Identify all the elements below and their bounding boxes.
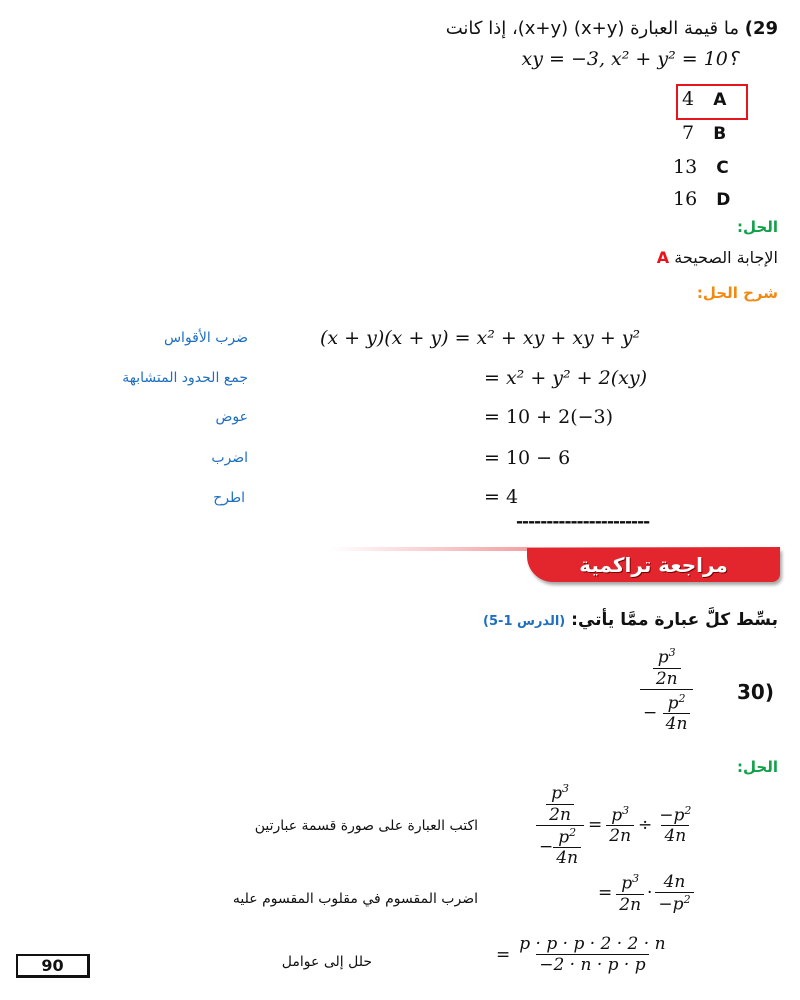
- solution-label: الحل:: [737, 218, 778, 236]
- step-note: عوض: [215, 409, 248, 425]
- step-math: = 10 + 2(−3): [484, 406, 614, 428]
- step-math: = 4: [484, 486, 519, 508]
- question-29: [358, 18, 778, 39]
- section-banner: [527, 548, 780, 582]
- option-letter: D: [716, 190, 731, 210]
- q30-step1-math: $\frac{p^3}{2n}$ − $\frac{p^2}{4n}$ = $\frac{p^3}{2n}$ ÷ $\frac{-p^2}{4n}$: [536, 782, 694, 868]
- question-number: 29): [744, 18, 778, 39]
- option-letter: B: [713, 124, 727, 144]
- instruction: [483, 610, 778, 630]
- step-note: اضرب: [211, 450, 248, 466]
- question-text: ما قيمة العبارة (x+y) (x+y)، إذا كانت: [445, 18, 739, 39]
- q30-step-note: حلل إلى عوامل: [281, 954, 372, 970]
- step-math: = 10 − 6: [484, 447, 571, 469]
- step-note: اطرح: [213, 490, 245, 506]
- option-value: 7: [682, 122, 695, 144]
- question-condition: ؟xy = −3, x² + y² = 10: [521, 48, 738, 70]
- step-math: = x² + y² + 2(xy): [484, 367, 648, 389]
- option-letter: A: [713, 90, 727, 110]
- divider: ----------------------: [516, 512, 650, 532]
- step-note: ضرب الأقواس: [163, 330, 248, 346]
- correct-answer-letter: A: [656, 248, 670, 267]
- step-math: (x + y)(x + y) = x² + xy + xy + y²: [320, 327, 641, 349]
- correct-answer-text: الإجابة الصحيحة: [674, 248, 778, 267]
- q30-step3-math: = $\frac{p \cdot p \cdot p \cdot 2 \cdot 2 \cdot n}{-2 \cdot n \cdot p \cdot p}$: [496, 934, 666, 975]
- q30-solution-label: الحل:: [737, 758, 778, 776]
- option-D[interactable]: [673, 188, 730, 210]
- question-number-30: 30): [737, 680, 774, 704]
- explanation-label: شرح الحل:: [696, 284, 778, 302]
- option-value: 16: [673, 188, 698, 210]
- option-value: 13: [673, 156, 698, 178]
- option-A[interactable]: [682, 88, 726, 110]
- q30-step-note: اكتب العبارة على صورة قسمة عبارتين: [254, 818, 478, 834]
- q30-step-note: اضرب المقسوم في مقلوب المقسوم عليه: [232, 891, 478, 907]
- step-note: جمع الحدود المتشابهة: [122, 370, 248, 386]
- q30-step2-math: = $\frac{p^3}{2n}$ · $\frac{4n}{-p^2}$: [598, 872, 694, 915]
- page-number: 90: [16, 954, 90, 978]
- lesson-ref: (الدرس 1-5): [483, 614, 566, 629]
- option-C[interactable]: [673, 156, 729, 178]
- correct-answer: [657, 248, 778, 267]
- option-letter: C: [716, 158, 729, 178]
- section-title: مراجعة تراكمية: [579, 553, 728, 577]
- q30-expression: $\frac{p^3}{2n}$ − $\frac{p^2}{4n}$: [640, 646, 693, 734]
- option-B[interactable]: [682, 122, 726, 144]
- instruction-text: بسِّط كلَّ عبارة ممَّا يأتي:: [571, 610, 778, 630]
- option-value: 4: [682, 88, 695, 110]
